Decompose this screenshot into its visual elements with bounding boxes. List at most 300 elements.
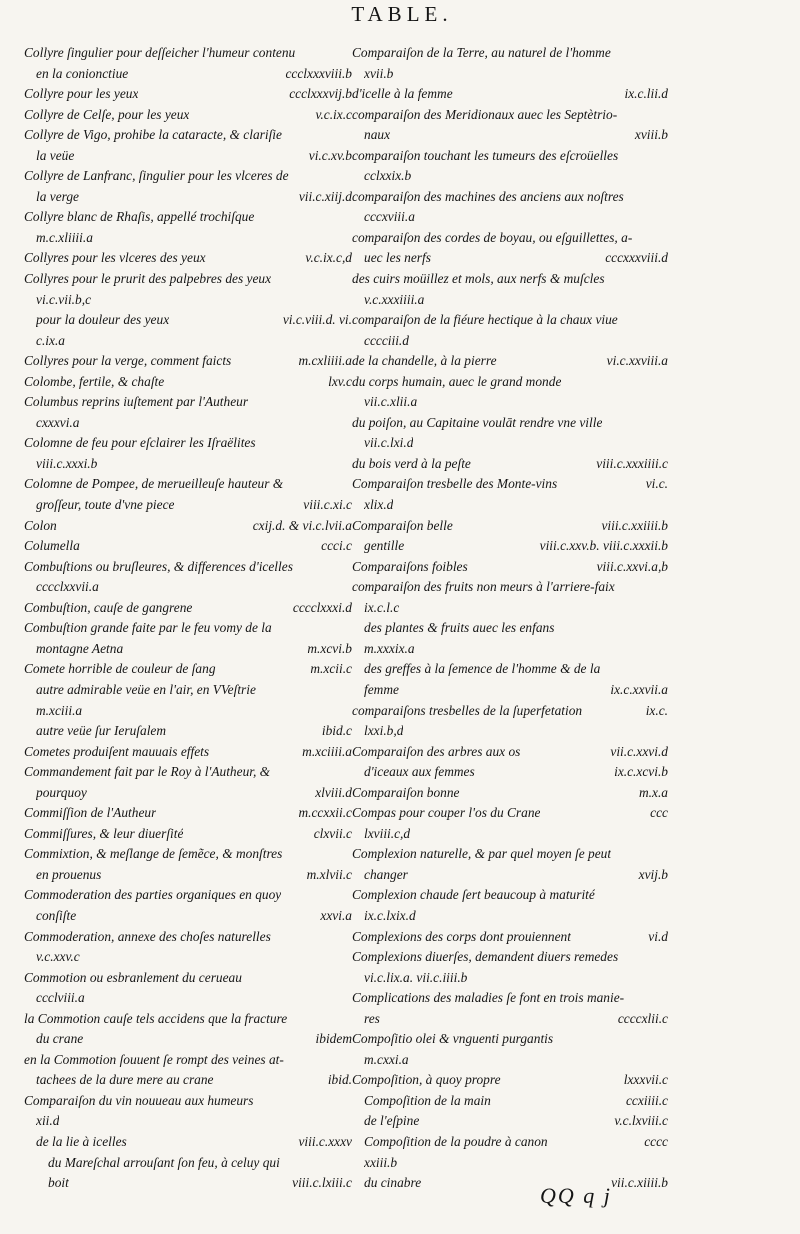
index-entry-line bbox=[352, 125, 668, 146]
index-entry-line bbox=[24, 228, 352, 249]
index-entry-line bbox=[24, 803, 352, 824]
entry-text: de l'eſpine bbox=[364, 1113, 420, 1129]
entry-text: comparaiſon touchant les tumeurs des eſcroüelles bbox=[352, 147, 619, 163]
index-entry bbox=[352, 577, 668, 618]
entry-reference: ibid. bbox=[327, 1072, 352, 1088]
index-entry bbox=[352, 885, 668, 926]
index-entry bbox=[24, 680, 352, 721]
entry-reference: viii.c.lxiii.c bbox=[292, 1175, 352, 1191]
index-entry bbox=[24, 536, 352, 557]
page-title: TABLE. bbox=[351, 2, 453, 26]
index-entry bbox=[352, 187, 668, 228]
index-entry bbox=[352, 1029, 668, 1070]
entry-reference: vi.c.viii.d. vi. bbox=[282, 312, 352, 328]
index-entry-line bbox=[24, 885, 352, 906]
entry-text: du crane bbox=[36, 1031, 84, 1047]
entry-reference bbox=[662, 598, 668, 619]
entry-text: Collyre blanc de Rhaſis, appellé trochiſque bbox=[24, 209, 255, 225]
index-entry-line bbox=[24, 680, 352, 701]
entry-text: viii.c.xxxi.b bbox=[36, 455, 98, 471]
index-entry-line bbox=[24, 43, 352, 64]
entry-text: m.xciii.a bbox=[36, 702, 83, 718]
entry-text: la verge bbox=[36, 188, 80, 204]
index-entry-line bbox=[352, 803, 668, 824]
entry-reference: m.x.a bbox=[638, 784, 668, 800]
index-entry bbox=[24, 885, 352, 926]
entry-reference: vi.d bbox=[648, 928, 668, 944]
entry-reference bbox=[662, 187, 668, 208]
entry-text: cccclxxvii.a bbox=[36, 579, 99, 595]
index-entry-line bbox=[24, 433, 352, 454]
index-entry-line bbox=[352, 43, 668, 64]
entry-reference bbox=[662, 331, 668, 352]
index-entry-line bbox=[352, 474, 668, 495]
entry-text: cxxxvi.a bbox=[36, 414, 80, 430]
index-entry-line bbox=[24, 659, 352, 680]
entry-text: Compoſitio olei & vnguenti purgantis bbox=[352, 1031, 554, 1047]
index-entry bbox=[352, 618, 668, 659]
entry-text: Comparaiſon bonne bbox=[352, 784, 460, 800]
index-entry bbox=[24, 1132, 352, 1153]
index-entry bbox=[24, 557, 352, 598]
index-entry-line bbox=[352, 742, 668, 763]
index-entry bbox=[24, 1050, 352, 1091]
index-entry-line bbox=[352, 1173, 668, 1194]
index-entry-line bbox=[352, 269, 668, 290]
entry-text: du corps humain, auec le grand monde bbox=[352, 373, 562, 389]
index-entry bbox=[24, 433, 352, 474]
entry-text: Cometes produiſent mauuais effets bbox=[24, 743, 210, 759]
entry-reference: viii.c.xxxiiii.c bbox=[596, 455, 668, 471]
index-entry bbox=[24, 207, 352, 248]
index-entry-line bbox=[352, 1050, 668, 1071]
entry-reference: vi.c. bbox=[645, 476, 668, 492]
entry-reference: cccc bbox=[644, 1133, 668, 1149]
index-entry-line bbox=[352, 495, 668, 516]
entry-reference: m.xcii.c bbox=[310, 661, 352, 677]
entry-reference: viii.c.xxxv bbox=[298, 1133, 352, 1149]
entry-text: du bois verd à la peſte bbox=[352, 455, 471, 471]
index-entry-line bbox=[24, 351, 352, 372]
entry-text: du cinabre bbox=[364, 1175, 422, 1191]
index-entry-line bbox=[352, 207, 668, 228]
entry-reference: viii.c.xxvi.a,b bbox=[596, 558, 668, 574]
index-entry bbox=[352, 228, 668, 269]
entry-reference: cccxxxviii.d bbox=[605, 250, 668, 266]
index-entry bbox=[24, 125, 352, 166]
index-entry bbox=[352, 146, 668, 187]
index-entry-line bbox=[24, 844, 352, 865]
index-entry bbox=[352, 844, 668, 885]
entry-reference bbox=[662, 639, 668, 660]
index-entry bbox=[24, 742, 352, 763]
index-entry-line bbox=[352, 762, 668, 783]
index-entry-line bbox=[352, 598, 668, 619]
index-entry-line bbox=[24, 146, 352, 167]
entry-reference bbox=[662, 824, 668, 845]
entry-text: vii.c.xlii.a bbox=[364, 394, 418, 410]
index-entry-line bbox=[352, 105, 668, 126]
index-entry-line bbox=[352, 885, 668, 906]
entry-text: la Commotion cauſe tels accidens que la fracture bbox=[24, 1010, 288, 1026]
entry-reference bbox=[662, 310, 668, 331]
index-entry-line bbox=[24, 474, 352, 495]
entry-reference: vii.c.xiiii.b bbox=[611, 1175, 668, 1191]
index-entry-line bbox=[352, 64, 668, 85]
index-entry-line bbox=[352, 372, 668, 393]
index-entry bbox=[352, 1132, 668, 1173]
index-entry-line bbox=[352, 1153, 668, 1174]
index-entry-line bbox=[352, 988, 668, 1009]
entry-reference: xviii.b bbox=[634, 127, 668, 143]
index-entry-line bbox=[24, 84, 352, 105]
entry-reference: m.xcvi.b bbox=[307, 640, 352, 656]
index-entry-line bbox=[24, 207, 352, 228]
entry-reference: ccccxlii.c bbox=[617, 1010, 668, 1026]
entry-text: Combuſtion, cauſe de gangrene bbox=[24, 599, 193, 615]
entry-text: autre veüe ſur Ieruſalem bbox=[36, 723, 167, 739]
entry-reference: viii.c.xxiiii.b bbox=[601, 517, 668, 533]
entry-reference: v.c.ix.c bbox=[315, 106, 352, 122]
index-entry-line bbox=[24, 906, 352, 927]
entry-text: comparaiſon des machines des anciens aux noſtres bbox=[352, 188, 624, 204]
entry-text: Commiſſion de l'Autheur bbox=[24, 805, 157, 821]
index-entry bbox=[352, 351, 668, 372]
index-entry bbox=[24, 166, 352, 207]
index-entry-line bbox=[24, 577, 352, 598]
entry-reference: lxv.c bbox=[328, 373, 352, 389]
index-entry-line bbox=[352, 680, 668, 701]
index-entry-line bbox=[352, 187, 668, 208]
entry-text: de la chandelle, à la pierre bbox=[352, 353, 497, 369]
entry-text: Commiſſures, & leur diuerſité bbox=[24, 825, 184, 841]
index-entry-line bbox=[352, 639, 668, 660]
entry-text: des greffes à la ſemence de l'homme & de la bbox=[364, 661, 601, 677]
signature-mark: QQ q j bbox=[540, 1183, 612, 1208]
entry-text: Complexion chaude ſert beaucoup à maturité bbox=[352, 887, 595, 903]
index-entry-line bbox=[352, 392, 668, 413]
entry-reference bbox=[662, 618, 668, 639]
entry-text: res bbox=[364, 1010, 380, 1026]
index-entry bbox=[352, 372, 668, 413]
index-entry bbox=[24, 598, 352, 619]
entry-text: Commotion ou esbranlement du cerueau bbox=[24, 969, 242, 985]
entry-text: Commoderation des parties organiques en quoy bbox=[24, 887, 282, 903]
index-entry-line bbox=[24, 557, 352, 578]
index-entry-line bbox=[24, 392, 352, 413]
index-entry-line bbox=[352, 1111, 668, 1132]
entry-text: Columella bbox=[24, 538, 80, 554]
index-entry-line bbox=[24, 413, 352, 434]
entry-reference bbox=[662, 146, 668, 167]
index-entry-line bbox=[24, 290, 352, 311]
index-entry-line bbox=[24, 1050, 352, 1071]
entry-text: Complexions des corps dont prouiennent bbox=[352, 928, 571, 944]
entry-text: Commixtion, & meſlange de ſemẽce, & monſtres bbox=[24, 846, 283, 862]
entry-reference: ccclxxxvij.b bbox=[289, 86, 352, 102]
index-entry bbox=[352, 947, 668, 988]
index-entry bbox=[352, 701, 668, 742]
index-entry-line bbox=[24, 1153, 352, 1174]
entry-text: montagne Aetna bbox=[36, 640, 124, 656]
index-entry-line bbox=[352, 947, 668, 968]
index-entry bbox=[352, 1070, 668, 1111]
entry-text: Compoſition, à quoy propre bbox=[352, 1072, 501, 1088]
entry-reference bbox=[662, 988, 668, 1009]
entry-reference bbox=[662, 166, 668, 187]
entry-text: du Mareſchal arrouſant ſon feu, à celuy qui bbox=[48, 1154, 280, 1170]
entry-text: Commandement fait par le Roy à l'Autheur, & bbox=[24, 764, 271, 780]
entry-text: ccclviii.a bbox=[36, 990, 85, 1006]
index-entry-line bbox=[24, 639, 352, 660]
entry-reference bbox=[662, 495, 668, 516]
index-entry bbox=[352, 783, 668, 804]
entry-text: cccxviii.a bbox=[364, 209, 415, 225]
entry-text: Comparaiſon des arbres aux os bbox=[352, 743, 521, 759]
entry-text: boit bbox=[48, 1175, 69, 1191]
entry-text: m.c.xliiii.a bbox=[36, 229, 93, 245]
entry-text: ix.c.l.c bbox=[364, 599, 400, 615]
entry-reference: vii.c.xiij.d bbox=[298, 188, 352, 204]
index-entry-line bbox=[352, 968, 668, 989]
index-entry bbox=[352, 659, 668, 700]
entry-text: m.xxxix.a bbox=[364, 640, 415, 656]
index-entry bbox=[24, 659, 352, 680]
index-entry-line bbox=[352, 1091, 668, 1112]
index-entry-line bbox=[24, 105, 352, 126]
index-entry-line bbox=[352, 146, 668, 167]
index-entry bbox=[352, 474, 668, 515]
entry-reference bbox=[662, 721, 668, 742]
index-entry bbox=[24, 1091, 352, 1132]
index-entry-line bbox=[352, 516, 668, 537]
entry-reference bbox=[662, 372, 668, 393]
entry-reference bbox=[662, 1050, 668, 1071]
entry-reference: ibidem bbox=[315, 1031, 352, 1047]
entry-reference: ix.c.lii.d bbox=[624, 86, 668, 102]
index-entry-line bbox=[352, 906, 668, 927]
entry-text: comparaiſon de la fiéure hectique à la chaux viue bbox=[352, 312, 618, 328]
entry-reference: m.cxliiii.a bbox=[298, 353, 352, 369]
entry-text: comparaiſon des Meridionaux auec les Septètrio- bbox=[352, 106, 618, 122]
entry-text: Commoderation, annexe des choſes naturelles bbox=[24, 928, 271, 944]
index-entry-line bbox=[24, 701, 352, 722]
entry-reference bbox=[662, 885, 668, 906]
entry-text: cclxxix.b bbox=[364, 168, 412, 184]
index-entry-line bbox=[24, 762, 352, 783]
index-entry-line bbox=[24, 947, 352, 968]
page-header bbox=[0, 2, 800, 27]
entry-text: lxxi.b,d bbox=[364, 723, 404, 739]
entry-text: Complexions diuerſes, demandent diuers remedes bbox=[352, 949, 619, 965]
index-entry-line bbox=[24, 269, 352, 290]
index-entry-line bbox=[352, 701, 668, 722]
entry-text: comparaiſons tresbelles de la ſuperfetation bbox=[352, 702, 583, 718]
left-index-column bbox=[24, 43, 352, 1194]
entry-text: Complications des maladies ſe font en trois manie- bbox=[352, 990, 625, 1006]
entry-text: Comparaiſon tresbelle des Monte-vins bbox=[352, 476, 558, 492]
entry-text: cccciii.d bbox=[364, 332, 409, 348]
entry-reference bbox=[662, 906, 668, 927]
index-entry-line bbox=[24, 742, 352, 763]
entry-reference bbox=[662, 577, 668, 598]
entry-text: de la lie à icelles bbox=[36, 1133, 127, 1149]
entry-text: Columbus reprins iuſtement par l'Autheur bbox=[24, 394, 249, 410]
index-entry bbox=[352, 1111, 668, 1132]
entry-text: v.c.xxxiiii.a bbox=[364, 291, 425, 307]
index-entry-line bbox=[352, 166, 668, 187]
index-entry-line bbox=[24, 331, 352, 352]
entry-reference: viii.c.xi.c bbox=[303, 497, 352, 513]
entry-reference: m.xciiii.a bbox=[302, 743, 352, 759]
entry-text: xxiii.b bbox=[364, 1154, 398, 1170]
index-entry bbox=[352, 310, 668, 351]
entry-text: vii.c.lxi.d bbox=[364, 435, 414, 451]
index-entry-line bbox=[352, 577, 668, 598]
entry-reference bbox=[662, 1029, 668, 1050]
index-entry-line bbox=[352, 290, 668, 311]
entry-text: autre admirable veüe en l'air, en VVeſtrie bbox=[36, 681, 256, 697]
entry-reference: m.xlvii.c bbox=[306, 866, 352, 882]
entry-reference: xlviii.d bbox=[315, 784, 352, 800]
entry-reference bbox=[662, 659, 668, 680]
index-entry-line bbox=[24, 536, 352, 557]
index-entry-line bbox=[24, 598, 352, 619]
entry-reference bbox=[662, 43, 668, 64]
index-entry bbox=[24, 351, 352, 372]
entry-reference: xvij.b bbox=[638, 866, 668, 882]
entry-text: comparaiſon des cordes de boyau, ou eſguillettes, a- bbox=[352, 229, 633, 245]
index-entry bbox=[24, 474, 352, 515]
index-entry-line bbox=[352, 557, 668, 578]
entry-reference: xxvi.a bbox=[320, 907, 352, 923]
entry-text: Compoſition de la main bbox=[364, 1092, 491, 1108]
index-entry-line bbox=[352, 536, 668, 557]
entry-reference bbox=[662, 207, 668, 228]
index-entry bbox=[352, 105, 668, 146]
entry-text: tachees de la dure mere au crane bbox=[36, 1072, 214, 1088]
entry-text: changer bbox=[364, 866, 408, 882]
entry-text: Collyres pour le prurit des palpebres des yeux bbox=[24, 271, 272, 287]
entry-text: comparaiſon des fruits non meurs à l'arriere-faix bbox=[352, 579, 615, 595]
entry-text: Comparaiſon de la Terre, au naturel de l'homme bbox=[352, 45, 611, 60]
entry-text: en la Commotion ſouuent ſe rompt des veines at- bbox=[24, 1051, 284, 1067]
index-entry-line bbox=[24, 618, 352, 639]
index-entry bbox=[24, 927, 352, 968]
entry-text: Collyre pour les yeux bbox=[24, 86, 139, 102]
index-entry-line bbox=[24, 1009, 352, 1030]
index-entry-line bbox=[352, 351, 668, 372]
entry-text: lxviii.c,d bbox=[364, 825, 411, 841]
entry-text: d'icelle à la femme bbox=[352, 86, 453, 102]
entry-text: en prouenus bbox=[36, 866, 102, 882]
index-entry bbox=[24, 84, 352, 105]
index-entry bbox=[24, 248, 352, 269]
index-entry bbox=[24, 105, 352, 126]
entry-text: Colomne de Pompee, de merueilleuſe hauteur & bbox=[24, 476, 284, 492]
index-entry-line bbox=[352, 228, 668, 249]
index-entry-line bbox=[24, 166, 352, 187]
index-entry bbox=[352, 454, 668, 475]
index-entry bbox=[352, 84, 668, 105]
index-entry bbox=[24, 310, 352, 351]
entry-text: naux bbox=[364, 127, 391, 143]
entry-reference: vi.c.xv.b bbox=[308, 147, 352, 163]
index-entry-line bbox=[352, 1070, 668, 1091]
entry-reference bbox=[662, 290, 668, 311]
entry-reference: m.ccxxii.c bbox=[298, 805, 352, 821]
index-entry-line bbox=[352, 659, 668, 680]
entry-reference bbox=[662, 105, 668, 126]
index-entry bbox=[24, 844, 352, 885]
index-entry-line bbox=[24, 125, 352, 146]
index-entry bbox=[24, 43, 352, 84]
entry-text: des plantes & fruits auec les enfans bbox=[364, 620, 555, 636]
index-entry-line bbox=[24, 1132, 352, 1153]
entry-reference: viii.c.xxv.b. viii.c.xxxii.b bbox=[539, 538, 668, 554]
entry-text: vi.c.vii.b,c bbox=[36, 291, 92, 307]
index-entry bbox=[24, 269, 352, 310]
index-entry-line bbox=[352, 618, 668, 639]
index-entry-line bbox=[24, 310, 352, 331]
entry-text: Complexion naturelle, & par quel moyen ſe peut bbox=[352, 846, 612, 862]
index-entry-line bbox=[24, 721, 352, 742]
entry-reference: ix.c. bbox=[645, 702, 668, 718]
entry-reference bbox=[662, 947, 668, 968]
entry-reference bbox=[662, 844, 668, 865]
entry-reference bbox=[662, 1153, 668, 1174]
entry-text: xii.d bbox=[36, 1113, 60, 1129]
entry-text: xvii.b bbox=[364, 65, 394, 81]
index-entry-line bbox=[352, 1132, 668, 1153]
entry-text: Combuſtion grande faite par le feu vomy de la bbox=[24, 620, 272, 636]
index-entry-line bbox=[24, 1091, 352, 1112]
entry-reference: ccci.c bbox=[321, 538, 352, 554]
entry-text: Collyre de Lanfranc, ſingulier pour les vlceres de bbox=[24, 168, 289, 184]
index-entry bbox=[352, 1173, 668, 1194]
index-entry-line bbox=[352, 310, 668, 331]
entry-reference bbox=[662, 64, 668, 85]
entry-text: vi.c.lix.a. vii.c.iiii.b bbox=[364, 969, 468, 985]
index-entry-line bbox=[24, 783, 352, 804]
entry-text: la veüe bbox=[36, 147, 75, 163]
entry-reference: clxvii.c bbox=[313, 825, 352, 841]
index-entry-line bbox=[352, 248, 668, 269]
entry-reference: cccclxxxi.d bbox=[292, 599, 352, 615]
entry-text: pour la douleur des yeux bbox=[36, 312, 170, 328]
entry-text: Comparaiſon belle bbox=[352, 517, 453, 533]
entry-reference: cxij.d. & vi.c.lvii.a bbox=[252, 517, 352, 533]
entry-text: conſiſte bbox=[36, 907, 77, 923]
index-entry-line bbox=[24, 1173, 352, 1194]
entry-text: Collyre de Vigo, prohibe la cataracte, & clariſie bbox=[24, 127, 282, 143]
entry-reference bbox=[662, 392, 668, 413]
index-entry bbox=[352, 269, 668, 310]
entry-text: gentille bbox=[364, 538, 405, 554]
index-entry-line bbox=[24, 1070, 352, 1091]
index-entry bbox=[352, 43, 668, 84]
index-entry bbox=[24, 968, 352, 1009]
entry-reference: ccxiiii.c bbox=[625, 1092, 668, 1108]
index-entry-line bbox=[24, 454, 352, 475]
entry-reference bbox=[662, 968, 668, 989]
index-entry bbox=[352, 742, 668, 783]
index-entry-line bbox=[352, 1029, 668, 1050]
index-entry-line bbox=[24, 248, 352, 269]
index-entry-line bbox=[352, 331, 668, 352]
entry-text: Colomne de feu pour eſclairer les Iſraëlites bbox=[24, 435, 256, 451]
entry-text: m.cxxi.a bbox=[364, 1051, 409, 1067]
